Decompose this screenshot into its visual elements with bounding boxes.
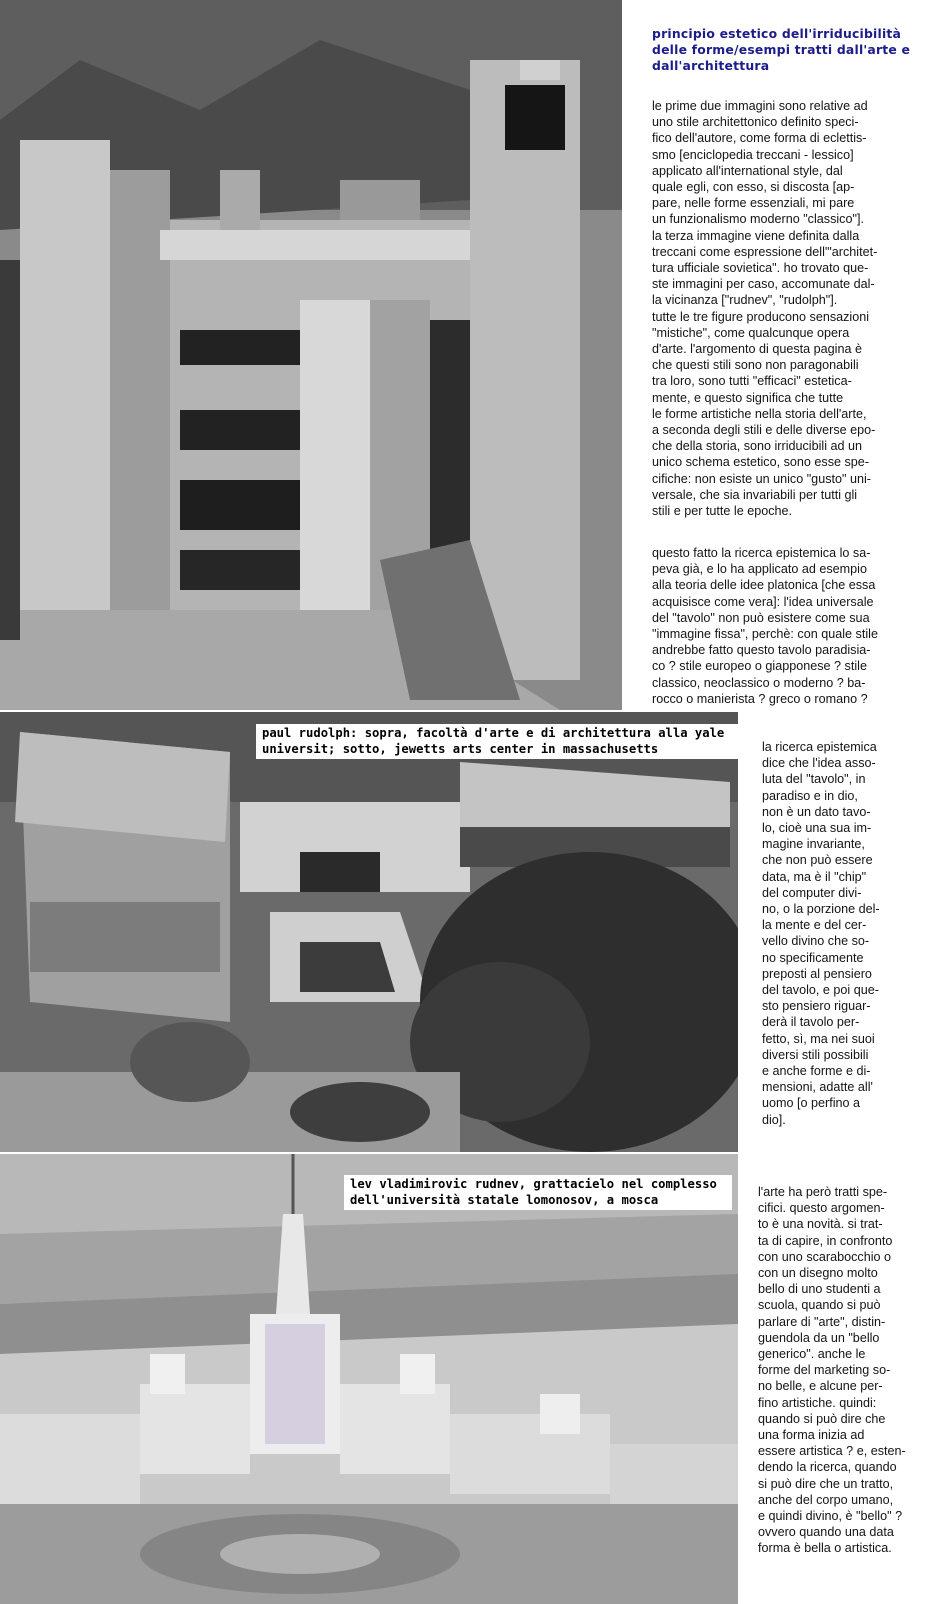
paragraph-art-specific: l'arte ha però tratti spe- cifici. questo argomen- to è una novità. si trat- ta di capire, in confronto con uno scarabocchio o con un disegno molto bello di uno studenti a scuola, quando si può parlare di "arte", distin- guendola da un "bello generico". anche le forme del marketing so- no belle, e alcune per- fino artistiche. quindi: quando si può dire che una forma inizia ad essere artistica ? e, esten- dendo la ricerca, quando si può dire che un tratto, anche del corpo umano, e quindi divino, è "bello" ? ovvero quando una data forma è bella o artistica. [758,1185,906,1556]
paragraph-divine-chip: la ricerca epistemica dice che l'idea asso- luta del "tavolo", in paradiso e in dio, non è un dato tavo- lo, cioè una sua im- magine invariante, che non può essere data, ma è il "chip" del computer divi- no, o la porzione del- la mente e del cer- vello divino che so- no specificamente preposti al pensiero del tavolo, e poi que- sto pensiero riguar- derà il tavolo per- fetto, sì, ma nei suoi diversi stili possibili e anche forme e di- mensioni, adatte all' uomo [o perfino a dio]. [762,740,880,1127]
photo-lomonosov-university [0,1154,738,1604]
paragraph-styles-intro: le prime due immagini sono relative ad uno stile architettonico definito speci- fico dell'autore, come forma di eclettis- smo [enciclopedia treccani - lessico] applicato all'international style, dal quale egli, con esso, si discosta [ap- pare, nelle forme essenziali, mi pare un funzionalismo moderno "classico"]. la terza immagine viene definita dalla treccani come espressione dell'"architet- tura ufficiale sovietica". ho trovato que- ste immagini per caso, accomunate dal- la vicinanza ["rudnev", "rudolph"]. tutte le tre figure producono sensazioni "mistiche", come qualcunque opera d'arte. l'argomento di questa pagina è che questi stili sono non paragonabili tra loro, sono tutti "efficaci" estetica- mente, e questo significa che tutte le forme artistiche nella storia dell'arte, a seconda degli stili e delle diverse epo- che della storia, sono irriducibili ad un unico schema estetico, sono esse spe- cifiche: non esiste un unico "gusto" uni- versale, che sia invariabili per tutti gli stili e per tutte le epoche. [652,99,878,519]
paragraph-platonic-table: questo fatto la ricerca epistemica lo sa- peva già, e lo ha applicato ad esempio alla teoria delle idee platonica [che essa acquisisce come vera]: l'idea universale del "tavolo" non può esistere come sua "immagine fissa", perchè: con quale stile andrebbe fatto questo tavolo paradisia- co ? stile europeo o giapponese ? stile classico, neoclassico o moderno ? ba- rocco o manierista ? greco o romano ? [652,546,878,706]
caption-rudolph: paul rudolph: sopra, facoltà d'arte e di architettura alla yale universit; sotto, jewetts arts center in massachusetts [256,724,738,759]
photo-jewett-arts-center [0,712,738,1152]
caption-rudnev: lev vladimirovic rudnev, grattacielo nel complesso dell'università statale lomonosov, a mosca [344,1175,732,1210]
page-title: principio estetico dell'irriducibilità delle forme/esempi tratti dall'arte e dall'architettura [652,26,911,73]
photo-yale-art-architecture [0,0,622,710]
